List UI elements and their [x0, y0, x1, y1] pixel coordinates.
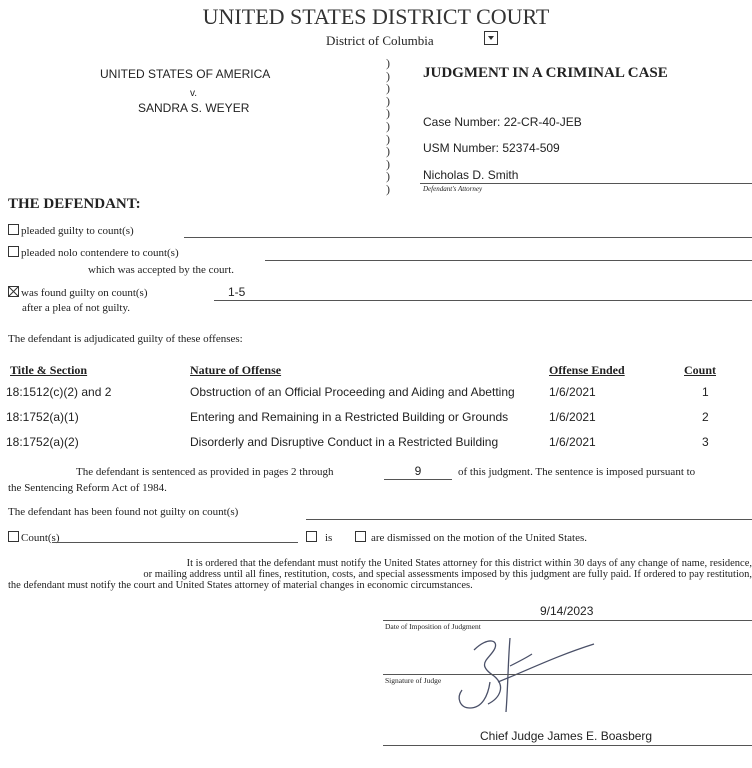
- order-line-2: or mailing address until all fines, restitution, costs, and special assessments imposed by this judgment are fully paid. If ordered to pay restitution,: [143, 569, 752, 580]
- adjudicated-text: The defendant is adjudicated guilty of these offenses:: [8, 333, 243, 345]
- pleaded-guilty-checkbox[interactable]: [8, 224, 19, 235]
- attorney-label: Defendant's Attorney: [423, 185, 483, 193]
- defendant-heading: THE DEFENDANT:: [8, 196, 141, 212]
- found-guilty-label: was found guilty on count(s): [21, 287, 148, 299]
- accepted-text: which was accepted by the court.: [88, 264, 234, 276]
- chevron-down-icon[interactable]: [484, 31, 498, 45]
- usm-number: USM Number: 52374-509: [423, 141, 560, 155]
- imposition-date: 9/14/2023: [540, 604, 594, 618]
- date-label: Date of Imposition of Judgment: [385, 622, 481, 631]
- header-count: Count: [684, 363, 717, 377]
- cell-count: 2: [702, 410, 709, 424]
- caption-parentheses: ) ) ) ) ) ) ) ) ) ) ): [386, 56, 390, 196]
- judgment-title: JUDGMENT IN A CRIMINAL CASE: [423, 65, 668, 81]
- pleaded-nolo-label: pleaded nolo contendere to count(s): [21, 247, 179, 259]
- cell-ended: 1/6/2021: [549, 410, 596, 424]
- header-offense-ended: Offense Ended: [549, 363, 625, 377]
- case-number: Case Number: 22-CR-40-JEB: [423, 115, 582, 129]
- found-guilty-row: [8, 286, 147, 299]
- pleaded-guilty-row: [8, 224, 134, 237]
- pleaded-nolo-row: [8, 246, 179, 259]
- after-plea-text: after a plea of not guilty.: [22, 302, 131, 314]
- are-option: [355, 531, 587, 544]
- cell-count: 3: [702, 435, 709, 449]
- defense-attorney: Nicholas D. Smith: [423, 168, 519, 182]
- header-nature: Nature of Offense: [190, 363, 282, 377]
- cell-count: 1: [702, 385, 709, 399]
- court-title: UNITED STATES DISTRICT COURT: [202, 4, 550, 29]
- order-line-1: It is ordered that the defendant must notify the United States attorney for this district within 30 days of any change of name, residence,: [186, 558, 752, 569]
- not-guilty-text: The defendant has been found not guilty on count(s): [8, 506, 239, 518]
- cell-title: 18:1512(c)(2) and 2: [6, 385, 112, 399]
- cell-nature: Obstruction of an Official Proceeding and Aiding and Abetting: [190, 385, 515, 399]
- district-select[interactable]: District of Columbia: [326, 33, 434, 48]
- is-label: is: [325, 532, 333, 544]
- sentence-text-line2: the Sentencing Reform Act of 1984.: [8, 482, 167, 494]
- is-checkbox[interactable]: [306, 531, 317, 542]
- are-label: are dismissed on the motion of the United States.: [371, 532, 587, 544]
- order-line-3: the defendant must notify the court and United States attorney of material changes in economic circumstances.: [8, 580, 473, 591]
- found-guilty-counts: 1-5: [228, 285, 246, 299]
- defendant-name: SANDRA S. WEYER: [138, 101, 250, 115]
- is-option: [306, 531, 332, 544]
- cell-nature: Entering and Remaining in a Restricted Building or Grounds: [190, 410, 509, 424]
- cell-ended: 1/6/2021: [549, 385, 596, 399]
- judge-name: Chief Judge James E. Boasberg: [480, 729, 653, 743]
- sentence-pages: 9: [414, 464, 422, 478]
- cell-title: 18:1752(a)(1): [6, 410, 79, 424]
- header-title-section: Title & Section: [10, 363, 88, 377]
- versus-text: v.: [190, 88, 198, 99]
- sentence-text-before: The defendant is sentenced as provided in pages 2 through: [76, 466, 334, 478]
- cell-ended: 1/6/2021: [549, 435, 596, 449]
- counts-checkbox[interactable]: [8, 531, 19, 542]
- are-checkbox[interactable]: [355, 531, 366, 542]
- judge-signature: [448, 636, 598, 716]
- pleaded-guilty-label: pleaded guilty to count(s): [21, 225, 134, 237]
- sentence-text-after: of this judgment. The sentence is imposed pursuant to: [458, 466, 696, 478]
- plaintiff-name: UNITED STATES OF AMERICA: [100, 67, 271, 81]
- found-guilty-checkbox[interactable]: [8, 286, 19, 297]
- cell-nature: Disorderly and Disruptive Conduct in a Restricted Building: [190, 435, 499, 449]
- counts-label: Count(s): [21, 532, 60, 544]
- pleaded-nolo-checkbox[interactable]: [8, 246, 19, 257]
- signature-label: Signature of Judge: [385, 676, 442, 685]
- cell-title: 18:1752(a)(2): [6, 435, 79, 449]
